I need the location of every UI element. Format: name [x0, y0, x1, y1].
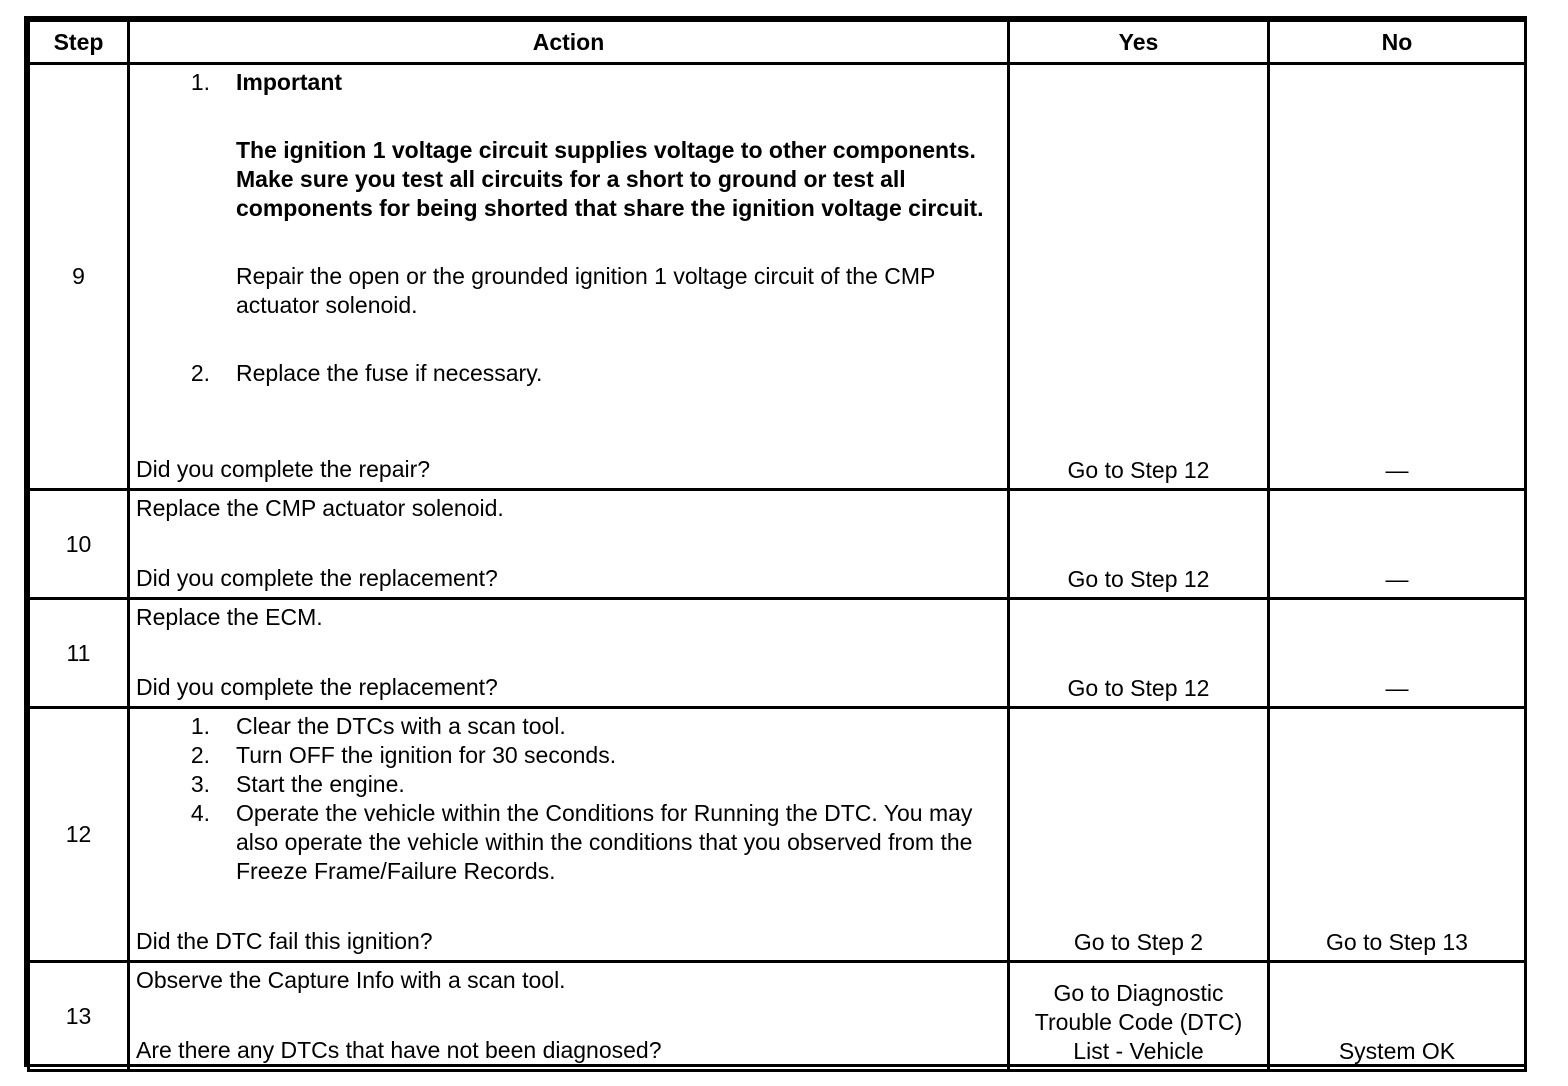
table-row-step-12 [29, 708, 1526, 962]
action-cell [129, 708, 1009, 962]
list-number: 4. [190, 800, 210, 826]
action-text: Replace the CMP actuator solenoid. [136, 495, 504, 521]
table-row-step-11 [29, 599, 1526, 708]
action-cell [129, 64, 1009, 490]
step-number: 12 [29, 708, 129, 962]
step-number: 11 [29, 599, 129, 708]
list-item-text: Clear the DTCs with a scan tool. [236, 713, 566, 739]
list-item-text: Turn OFF the ignition for 30 seconds. [236, 742, 617, 768]
list-item-text: Replace the fuse if necessary. [236, 360, 543, 386]
list-item-text: Start the engine. [236, 771, 405, 797]
yes-result: Go to Step 2 [1009, 708, 1269, 962]
important-label: Important [236, 69, 343, 95]
list-item-text: Repair the open or the grounded ignition 1 voltage circuit of the CMP actuator solenoid. [236, 263, 935, 318]
action-text: Replace the ECM. [136, 604, 323, 630]
table-row-step-10 [29, 490, 1526, 599]
table-row-step-13 [29, 962, 1526, 1071]
action-cell [129, 599, 1009, 708]
yes-result [1009, 962, 1269, 1071]
yes-result-line: List - Vehicle [1073, 1038, 1204, 1064]
yes-result: Go to Step 12 [1009, 599, 1269, 708]
list-number: 2. [190, 742, 210, 768]
question-text: Did you complete the repair? [136, 456, 431, 482]
list-number: 3. [190, 771, 210, 797]
step-number: 10 [29, 490, 129, 599]
yes-result-line: Trouble Code (DTC) [1034, 1009, 1243, 1035]
table-row-step-9 [29, 64, 1526, 490]
question-text: Did you complete the replacement? [136, 565, 498, 591]
list-item [136, 799, 1001, 886]
yes-result: Go to Step 12 [1009, 64, 1269, 490]
list-item [136, 359, 1001, 388]
no-result: — [1269, 490, 1526, 599]
question-text: Did you complete the replacement? [136, 674, 498, 700]
list-number: 1. [190, 713, 210, 739]
list-number: 2. [190, 360, 210, 386]
step-number: 13 [29, 962, 129, 1071]
list-item [136, 68, 1001, 320]
diagnostic-table-frame [24, 16, 1527, 1067]
list-item [136, 712, 1001, 741]
step-number: 9 [29, 64, 129, 490]
list-item [136, 741, 1001, 770]
header-yes: Yes [1009, 21, 1269, 64]
yes-result-line: Go to Diagnostic [1053, 980, 1224, 1006]
question-text: Are there any DTCs that have not been diagnosed? [136, 1037, 662, 1063]
important-note: The ignition 1 voltage circuit supplies voltage to other components. Make sure you test all circuits for a short to ground or test all components for being shorted that share the ignition voltage circuit. [236, 137, 984, 221]
list-number: 1. [190, 69, 210, 95]
action-cell [129, 962, 1009, 1071]
list-item [136, 770, 1001, 799]
diagnostic-table [27, 19, 1527, 1072]
action-list [136, 68, 1001, 388]
question-text: Did the DTC fail this ignition? [136, 928, 433, 954]
no-result: System OK [1269, 962, 1526, 1071]
no-result: — [1269, 599, 1526, 708]
yes-result: Go to Step 12 [1009, 490, 1269, 599]
action-cell [129, 490, 1009, 599]
header-step: Step [29, 21, 129, 64]
header-no: No [1269, 21, 1526, 64]
header-action: Action [129, 21, 1009, 64]
list-item-text: Operate the vehicle within the Conditions for Running the DTC. You may also operate the vehicle within the conditions that you observed from the Freeze Frame/Failure Records. [236, 800, 973, 884]
no-result: — [1269, 64, 1526, 490]
header-row [29, 21, 1526, 64]
action-text: Observe the Capture Info with a scan tool. [136, 967, 566, 993]
action-list [136, 712, 1001, 886]
no-result: Go to Step 13 [1269, 708, 1526, 962]
